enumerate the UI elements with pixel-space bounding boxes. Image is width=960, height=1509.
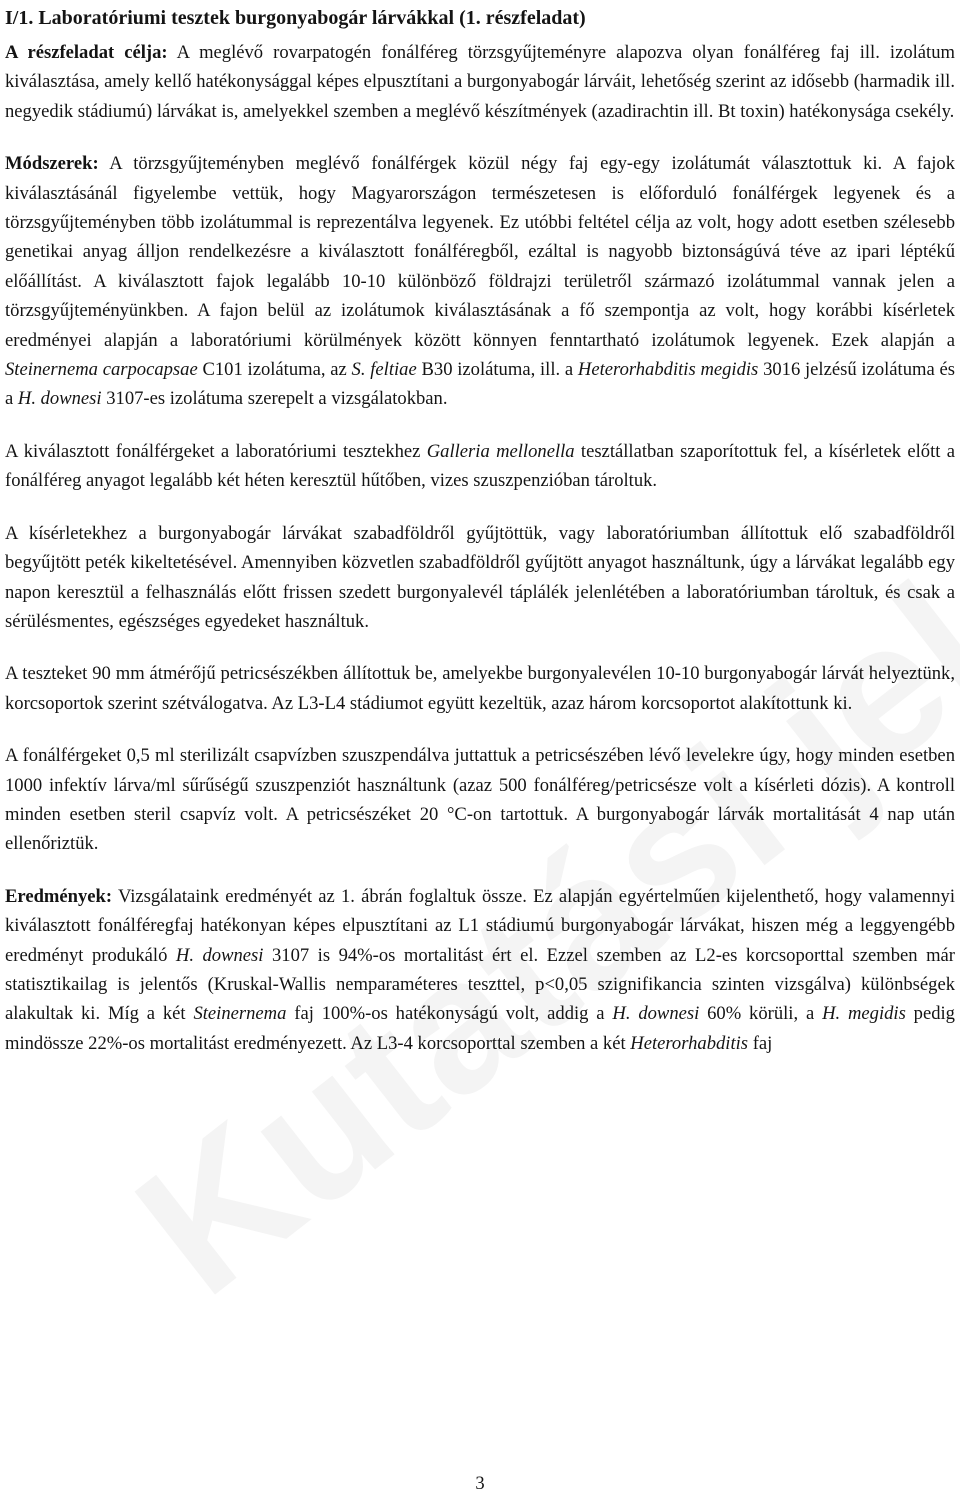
paragraph-label: Módszerek: xyxy=(5,153,99,175)
species-name: Heterorhabditis megidis xyxy=(577,359,759,381)
paragraphs xyxy=(5,38,955,1058)
text-run: faj 100%-os hatékonyságú volt, addig a xyxy=(286,1003,613,1025)
larvae-collection-paragraph xyxy=(5,519,955,637)
text-run: A teszteket 90 mm átmérőjű petricsészékben állítottuk be, amelyekbe burgonyalevélen 10-10 burgonyabogár lárvát helyeztünk, korcsoportok szerint szétválogatva. Az L3-L4 stádiumot együtt kezeltük, azaz három korcsoportot alakítottunk ki. xyxy=(5,663,955,714)
species-name: Heterorhabditis xyxy=(630,1032,749,1054)
text-run: A kísérletekhez a burgonyabogár lárvákat szabadföldről gyűjtöttük, vagy laboratóriumban állítottuk elő szabadföldről begyűjtött peték kikeltetésével. Amennyiben közvetlen szabadföldről gyűjtött anyagot használtunk, úgy a lárvákat legalább egy napon keresztül a felhasználás előtt frissen szedett burgonyalevél táplálék jelenlétében a laboratóriumban tároltuk, és csak a sérülésmentes, egészséges egyedeket használtuk. xyxy=(5,522,955,632)
page-number: 3 xyxy=(475,1473,485,1494)
text-run: C101 izolátuma, az xyxy=(197,359,352,381)
text-run: tesztállatban szaporítottuk fel, a kísérletek előtt a fonálféreg anyagot legalább két héten keresztül hűtőben, vizes szuszpenzióban tároltuk. xyxy=(5,440,955,492)
text-run: pedig mindössze 22%-os mortalitást eredményezett. Az L3-4 korcsoporttal szemben a két xyxy=(5,1003,955,1054)
paragraph-label: A részfeladat célja: xyxy=(5,42,168,63)
text-run: 60% körüli, a xyxy=(699,1003,823,1025)
text-run: A meglévő rovarpatogén fonálféreg törzsgyűjteményre alapozva olyan fonálféreg faj ill. izolátum kiválasztása, amely kellő hatékonysággal képes elpusztítani a burgonyabogár lárváit, lehetőség szerint az idősebb (harmadik ill. negyedik stádiumú) lárvákat is, amelyekkel szemben a meglévő készítmények (azadirachtin ill. Bt toxin) hatékonysága csekély. xyxy=(5,42,955,122)
text-run: Vizsgálataink eredményét az 1. ábrán foglaltuk össze. Ez alapján egyértelműen kijelenthető, hogy valamennyi kiválasztott fonálféregfaj hatékonyan képes elpusztítani az L1 stádiumú burgonyabogár lárvákat, hiszen még a leggyengébb eredményt produkáló xyxy=(5,885,955,966)
rearing-paragraph xyxy=(5,437,955,496)
results-paragraph xyxy=(5,882,955,1058)
species-name: H. megidis xyxy=(822,1003,906,1025)
text-run: 3107-es izolátuma szerepelt a vizsgálatokban. xyxy=(101,388,448,410)
species-name: H. downesi xyxy=(175,944,264,966)
text-run: 3107 is 94%-os mortalitást ért el. Ezzel szemben az L2-es korcsoporttal szemben már statisztikailag is jelentős (Kruskal-Wallis nemparaméteres teszttel, p<0,05 szignifikancia szinten vizsgálva) különbségek alakultak ki. Míg a két xyxy=(5,944,955,1025)
text-run: 3016 jelzésű izolátuma és a xyxy=(5,359,955,410)
paragraph-label: Eredmények: xyxy=(5,885,113,907)
species-name: Steinernema carpocapsae xyxy=(5,359,198,381)
text-run: A törzsgyűjteményben meglévő fonálférgek közül négy faj egy-egy izolátumát választottuk ki. A fajok kiválasztásánál figyelembe vettük, hogy Magyarországon természetesen is előforduló fonálférgek legyenek és a törzsgyűjteményben több izolátummal is reprezentálva legyenek. Ez utóbbi feltétel célja az volt, hogy adott esetben szélesebb genetikai anyag álljon rendelkezésre a kiválasztott fonálféregből, ezáltal is nagyobb biztonságúvá téve az ipari léptékű előállítást. A kiválasztott fajok legalább 10-10 különböző földrajzi területről származó izolátummal vannak jelen a törzsgyűjteményünkben. A fajon belül az izolátumok kiválasztásának a fő szempontja az volt, hogy korábbi kísérletek eredményei alapján a laboratóriumi körülmények között könnyen fenntartható izolátumok legyenek. Ezek alapján a xyxy=(5,153,955,351)
text-run: A fonálférgeket 0,5 ml sterilizált csapvízben szuszpendálva juttattuk a petricsészében lévő levelekre úgy, hogy minden esetben 1000 infektív lárva/ml sűrűségű szuszpenziót használtunk (azaz 500 fonálféreg/petricsésze volt a kísérleti dózis). A kontroll minden esetben steril csapvíz volt. A petricsészéket 20 °C-on tartottuk. A burgonyabogár lárvák mortalitását 4 nap után ellenőriztük. xyxy=(5,745,955,855)
document-body xyxy=(5,0,955,1081)
text-run: faj xyxy=(748,1032,773,1054)
species-name: Steinernema xyxy=(193,1003,287,1025)
species-name: H. downesi xyxy=(612,1003,700,1025)
methods-paragraph xyxy=(5,149,955,414)
species-name: S. feltiae xyxy=(351,359,417,381)
text-run: A kiválasztott fonálférgeket a laboratóriumi tesztekhez xyxy=(5,440,427,462)
section-heading: I/1. Laboratóriumi tesztek burgonyabogár lárvákkal (1. részfeladat) xyxy=(5,7,586,29)
goal-paragraph xyxy=(5,38,955,126)
test-setup-paragraph xyxy=(5,659,955,718)
treatment-paragraph xyxy=(5,741,955,859)
species-name: Galleria mellonella xyxy=(426,440,575,462)
species-name: H. downesi xyxy=(17,388,102,410)
text-run: B30 izolátuma, ill. a xyxy=(416,359,578,381)
